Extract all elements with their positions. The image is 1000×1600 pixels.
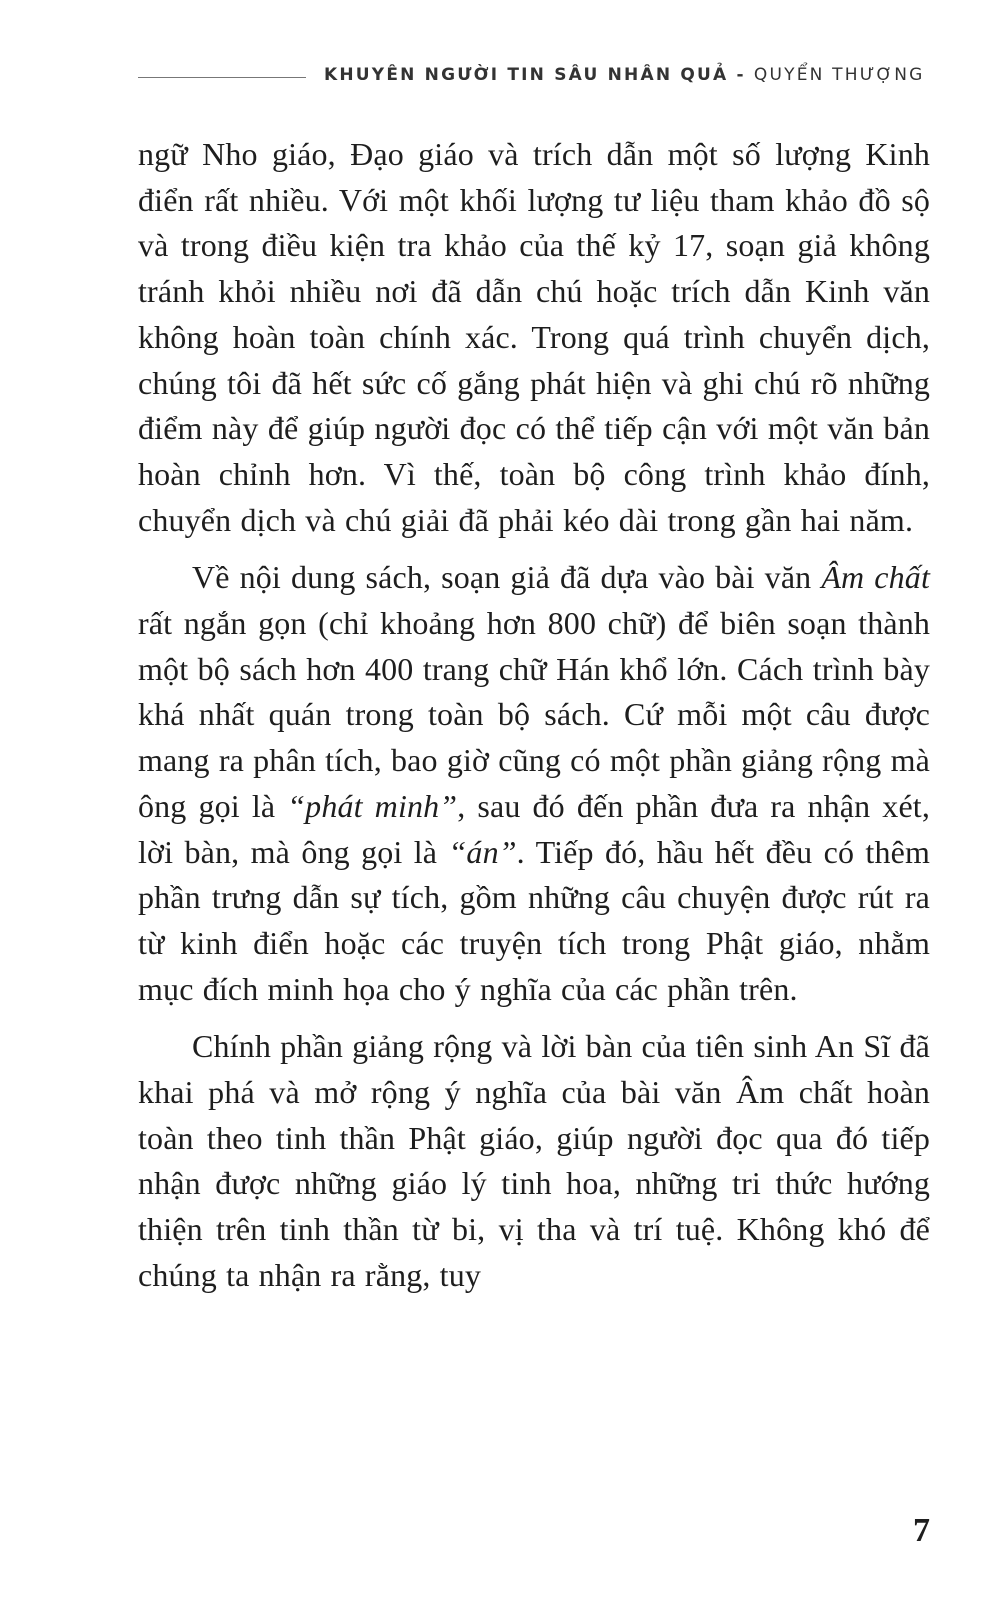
page-number: 7 [913, 1512, 930, 1549]
header-rule [138, 77, 306, 78]
italic-term-am-chat: Âm chất [821, 559, 930, 596]
page-body [138, 132, 930, 1299]
running-header [138, 60, 930, 90]
text-run: Về nội dung sách, soạn giả đã dựa vào bài văn [192, 559, 822, 596]
italic-term-phat-minh: “phát minh” [287, 787, 458, 824]
paragraph-3 [138, 1024, 930, 1298]
book-title: KHUYÊN NGƯỜI TIN SÂU NHÂN QUẢ [324, 65, 729, 85]
text-run: . Tiếp đó, hầu hết đều có thêm phần trưng dẫn sự tích, gồm những câu chuyện được rút ra từ kinh điển hoặc các truyện tích trong Phật giáo, nhằm mục đích minh họa cho ý nghĩa của các phần trên. [138, 833, 930, 1007]
text-run: , sau đó đến phần đưa ra nhận xét, lời bàn, mà ông gọi là [138, 787, 930, 870]
paragraph-2 [138, 555, 930, 1012]
text-run: rất ngắn gọn (chỉ khoảng hơn 800 chữ) để biên soạn thành một bộ sách hơn 400 trang chữ Hán khổ lớn. Cách trình bày khá nhất quán trong toàn bộ sách. Cứ mỗi một câu được mang ra phân tích, bao giờ cũng có một phần giảng rộng mà ông gọi là [138, 605, 930, 824]
italic-term-an: “án” [448, 833, 517, 870]
header-separator: - [728, 65, 754, 85]
text-run: Chính phần giảng rộng và lời bàn của tiên sinh An Sĩ đã khai phá và mở rộng ý nghĩa của bài văn Âm chất hoàn toàn theo tinh thần Phật giáo, giúp người đọc qua đó tiếp nhận được những giáo lý tinh hoa, những tri thức hướng thiện trên tinh thần từ bi, vị tha và trí tuệ. Không khó để chúng ta nhận ra rằng, tuy [138, 1028, 930, 1293]
text-run: ngữ Nho giáo, Đạo giáo và trích dẫn một số lượng Kinh điển rất nhiều. Với một khối lượng tư liệu tham khảo đồ sộ và trong điều kiện tra khảo của thế kỷ 17, soạn giả không tránh khỏi nhiều nơi đã dẫn chú hoặc trích dẫn Kinh văn không hoàn toàn chính xác. Trong quá trình chuyển dịch, chúng tôi đã hết sức cố gắng phát hiện và ghi chú rõ những điểm này để giúp người đọc có thể tiếp cận với một văn bản hoàn chỉnh hơn. Vì thế, toàn bộ công trình khảo đính, chuyển dịch và chú giải đã phải kéo dài trong gần hai năm. [138, 136, 930, 538]
paragraph-1 [138, 132, 930, 543]
header-text [324, 65, 925, 85]
volume-name: QUYỂN THƯỢNG [753, 65, 925, 85]
